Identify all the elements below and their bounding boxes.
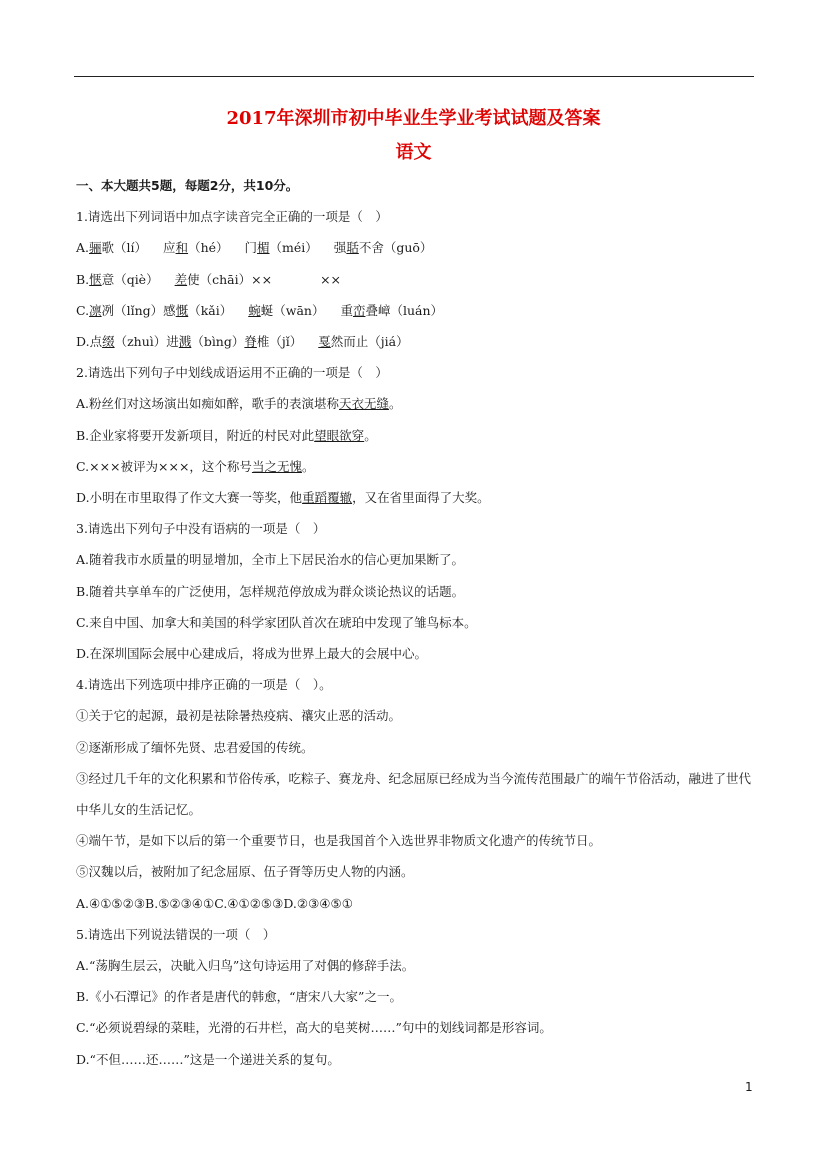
- word-text: （méi）: [269, 240, 318, 256]
- sentence-text: ，又在省里面得了大奖。: [352, 490, 490, 506]
- option-prefix: C.: [76, 302, 90, 318]
- q5-stem: 5.请选出下列说法错误的一项（ ）: [76, 926, 276, 942]
- word-text: （kǎi）: [188, 302, 233, 318]
- page-title: 2017年深圳市初中毕业生学业考试试题及答案: [226, 108, 601, 129]
- q4-sentence-1: ①关于它的起源，最初是祛除暑热疫病、禳灾止恶的活动。: [76, 708, 402, 724]
- underlined-idiom: 当之无愧: [251, 458, 302, 474]
- q4-sentence-2: ②逐渐形成了缅怀先贤、忠君爱国的传统。: [76, 739, 314, 755]
- q3-option-b: B.随着共享单车的广泛使用，怎样规范停放成为群众谈论热议的话题。: [76, 583, 465, 599]
- q2-option-b: [76, 420, 756, 451]
- sentence-text: A.粉丝们对这场演出如痴如醉，歌手的表演堪称: [76, 396, 340, 412]
- sentence-text: 。: [389, 396, 402, 412]
- sentence-text: B.企业家将要开发新项目，附近的村民对此: [76, 427, 315, 443]
- option-prefix: B.: [76, 271, 90, 287]
- sentence-text: D.小明在市里取得了作文大赛一等奖，他: [76, 490, 303, 506]
- q1-option-c: [76, 295, 756, 326]
- word-text: ××: [320, 271, 342, 287]
- q2-option-d: [76, 482, 756, 513]
- q2-stem: 2.请选出下列句子中划线成语运用不正确的一项是（ ）: [76, 365, 388, 381]
- underlined-idiom: 望眼欲穿: [314, 427, 365, 443]
- q2-option-c: [76, 451, 756, 482]
- q4-sentence-4: ④端午节，是如下以后的第一个重要节日，也是我国首个入选世界非物质文化遗产的传统节日。: [76, 833, 602, 849]
- word-text: 叠嶂（luán）: [365, 302, 444, 318]
- word-text: （hé）: [188, 240, 229, 256]
- q1-stem: 1.请选出下列词语中加点字读音完全正确的一项是（ ）: [76, 209, 388, 225]
- word-text: 进: [166, 334, 179, 350]
- word-text: 椎（jǐ）: [256, 334, 303, 350]
- underlined-char: 戛: [318, 334, 331, 350]
- underlined-char: 楣: [257, 240, 270, 256]
- word-text: 门: [244, 240, 258, 256]
- q3-option-d: D.在深圳国际会展中心建成后，将成为世界上最大的会展中心。: [76, 646, 428, 662]
- section-heading: 一、本大题共5题，每题2分，共10分。: [76, 178, 299, 193]
- word-text: （zhuì）: [114, 334, 167, 350]
- word-text: 冽（lǐng）: [101, 302, 164, 318]
- word-text: 使（chāi）××: [187, 271, 273, 287]
- underlined-char: 慨: [175, 302, 189, 318]
- sentence-text: 。: [364, 427, 377, 443]
- word-text: （bìng）: [191, 334, 245, 350]
- word-text: 应: [163, 240, 176, 256]
- q1-option-b: [76, 264, 756, 295]
- word-text: 感: [163, 302, 176, 318]
- exam-content: [76, 170, 756, 1075]
- sentence-text: 。: [301, 458, 315, 474]
- underlined-char: 溅: [178, 334, 192, 350]
- option-prefix: D.: [76, 334, 90, 350]
- page-number: 1: [745, 1080, 753, 1094]
- page-subtitle: 语文: [395, 142, 432, 163]
- underlined-char: 峦: [352, 302, 366, 318]
- option-prefix: A.: [76, 240, 90, 256]
- sentence-text: C.×××被评为×××，这个称号: [76, 458, 252, 474]
- q1-option-a: [76, 232, 756, 263]
- word-text: 重: [340, 302, 353, 318]
- q5-option-b: B.《小石潭记》的作者是唐代的韩愈，“唐宋八大家”之一。: [76, 989, 402, 1005]
- q5-option-d: D.“不但……还……”这是一个递进关系的复句。: [76, 1051, 340, 1067]
- q4-stem: 4.请选出下列选项中排序正确的一项是（ ）。: [76, 677, 332, 693]
- word-text: 然而止（jiá）: [330, 334, 409, 350]
- q3-option-c: C.来自中国、加拿大和美国的科学家团队首次在琥珀中发现了雏鸟标本。: [76, 614, 477, 630]
- underlined-char: 骊: [89, 240, 102, 256]
- underlined-char: 惬: [89, 271, 102, 287]
- underlined-idiom: 重蹈覆辙: [302, 490, 353, 506]
- q4-options: A.④①⑤②③B.⑤②③④①C.④①②⑤③D.②③④⑤①: [76, 895, 353, 911]
- underlined-char: 蜿: [248, 302, 261, 318]
- word-text: 意（qiè）: [101, 271, 159, 287]
- header-rule: [74, 76, 754, 77]
- underlined-char: 凛: [89, 302, 102, 318]
- underlined-char: 差: [174, 271, 188, 287]
- q5-option-a: A.“荡胸生层云，决眦入归鸟”这句诗运用了对偶的修辞手法。: [76, 958, 415, 974]
- q3-option-a: A.随着我市水质量的明显增加，全市上下居民治水的信心更加果断了。: [76, 552, 465, 568]
- q3-stem: 3.请选出下列句子中没有语病的一项是（ ）: [76, 521, 326, 537]
- underlined-idiom: 天衣无缝: [339, 396, 390, 412]
- q4-sentence-5: ⑤汉魏以后，被附加了纪念屈原、伍子胥等历史人物的内涵。: [76, 864, 414, 880]
- q5-option-c: C.“必须说碧绿的菜畦，光滑的石井栏，高大的皂荚树……”句中的划线词都是形容词。: [76, 1020, 552, 1036]
- word-text: 强: [333, 240, 347, 256]
- word-text: 点: [89, 334, 103, 350]
- underlined-char: 缀: [102, 334, 115, 350]
- word-text: 歌（lí）: [101, 240, 148, 256]
- q4-sentence-3: ③经过几千年的文化积累和节俗传承，吃粽子、赛龙舟、纪念屈原已经成为当今流传范围最广的端午节俗活动，融进了世代中华儿女的生活记忆。: [76, 770, 752, 818]
- underlined-char: 聒: [346, 240, 359, 256]
- q1-option-d: [76, 326, 756, 357]
- underlined-char: 和: [175, 240, 189, 256]
- word-text: 不舍（guō）: [358, 240, 433, 256]
- underlined-char: 脊: [244, 334, 257, 350]
- word-text: 蜒（wān）: [260, 302, 325, 318]
- q2-option-a: [76, 388, 756, 419]
